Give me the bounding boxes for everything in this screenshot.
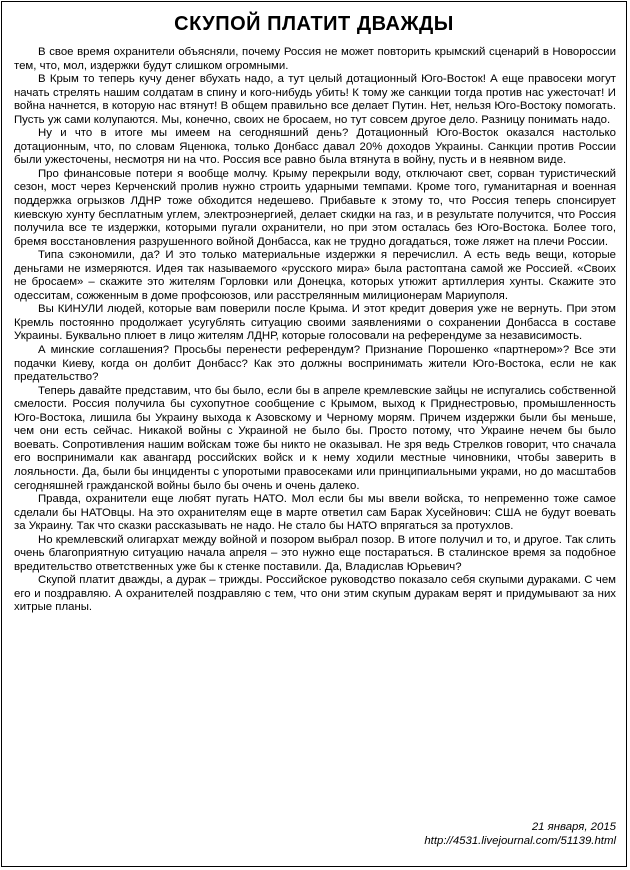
article-title: СКУПОЙ ПЛАТИТ ДВАЖДЫ (174, 13, 454, 35)
article-paragraph: Скупой платит дважды, а дурак – трижды. Российское руководство показало себя скупыми дураками. С чем его и поздравляю. А охранителей поздравляю с тем, что они этим скупым дуракам верят и придумывают за них хитрые планы. (14, 574, 616, 614)
article-paragraph: В Крым то теперь кучу денег вбухать надо, а тут целый дотационный Юго-Восток! А еще правосеки могут начать стрелять нашим солдатам в спину и кого-нибудь убить! К тому же санкции тогда против нас ужесточат! И война начнется, в которую нас втянут! В общем правильно все делает Путин. Нет, нельзя Юго-Востоку помогать. Пусть уж сами колупаются. Мы, конечно, своих не бросаем, но тут совсем другое дело. Разницу понимать надо. (14, 73, 616, 126)
article-footer (424, 820, 616, 848)
article-paragraph: В свое время охранители объясняли, почему Россия не может повторить крымский сценарий в Новороссии тем, что, мол, издержки будут слишком огромными. (14, 46, 616, 72)
document-page (1, 1, 627, 867)
article-paragraph: Ну и что в итоге мы имеем на сегодняшний день? Дотационный Юго-Восток оказался настолько дотационным, что, по словам Яценюка, только Донбасс давал 20% доходов Украины. Санкции против России были ужесточены, несмотря ни на что. Россия все равно была втянута в войну, пусть и в неявном виде. (14, 127, 616, 167)
article-paragraph: Вы КИНУЛИ людей, которые вам поверили после Крыма. И этот кредит доверия уже не вернуть. При этом Кремль постоянно продолжает усугублять ситуацию своими заявлениями о сохранении Донбасса в составе Украины. Буквально плюет в лицо жителям ЛДНР, которые голосовали на референдуме за независимость. (14, 303, 616, 343)
article-paragraph: Правда, охранители еще любят пугать НАТО. Мол если бы мы ввели войска, то непременно тоже самое сделали бы НАТОвцы. На это охранителям еще в марте ответил сам Барак Хусейнович: США не будут воевать за Украину. Так что сказки рассказывать не надо. Не стало бы НАТО впрягаться за протухлов. (14, 493, 616, 533)
article-paragraph: Типа сэкономили, да? И это только материальные издержки я перечислил. А есть ведь вещи, которые деньгами не измеряются. Идея так называемого «русского мира» была растоптана самой же Россией. «Своих не бросаем» – скажите это жителям Горловки или Донецка, которых утюжит артиллерия хунты. Скажите это одесситам, сожженным в доме профсоюзов, или расстрелянным милиционерам Мариуполя. (14, 249, 616, 302)
article-paragraph: А минские соглашения? Просьбы перенести референдум? Признание Порошенко «партнером»? Все эти подачки Киеву, когда он долбит Донбасс? Как это должны воспринимать жители Юго-Востока, если не как предательство? (14, 344, 616, 384)
source-url[interactable]: http://4531.livejournal.com/51139.html (424, 835, 616, 847)
publication-date: 21 января, 2015 (531, 821, 616, 833)
article-body (14, 46, 616, 615)
article-paragraph: Про финансовые потери я вообще молчу. Крыму перекрыли воду, отключают свет, сорван туристический сезон, мост через Керченский пролив нужно строить ударными темпами. Кроме того, гуманитарная и военная поддержка огрызков ЛДНР тоже обходится недешево. Прибавьте к этому то, что Россия теперь спонсирует киевскую хунту бесплатным углем, электроэнергией, делает скидки на газ, и в результате получится, что Россия получила все те издержки, которыми пугали охранители, но при этом осталась без Юго-Востока. Более того, бремя восстановления разрушенного войной Донбасса, как не трудно догадаться, тоже ляжет на плечи России. (14, 167, 616, 248)
article-paragraph: Теперь давайте представим, что бы было, если бы в апреле кремлевские зайцы не испугались собственной смелости. Россия получила бы сухопутное сообщение с Крымом, выход к Приднестровью, промышленность Юго-Востока, лишила бы Украину выхода к Азовскому и Черному морям. Причем издержки были бы меньше, чем они есть сейчас. Никакой войны с Украиной не было бы. Просто потому, что Украине нечем бы было воевать. Сопротивления нашим войскам тоже бы никто не оказывал. Не зря ведь Стрелков говорит, что сначала его воспринимали как авангард российских войск и к нему ходили местные чиновники, чтобы заверить в лояльности. Да, были бы инциденты с упоротыми правосеками или принципиальными украми, но до масштабов сегодняшней гражданской войны было бы очень и очень далеко. (14, 384, 616, 492)
article-paragraph: Но кремлевский олигархат между войной и позором выбрал позор. В итоге получил и то, и другое. Так слить очень благоприятную ситуацию начала апреля – это нужно еще постараться. В сталинское время за подобное вредительство ответственных уже бы к стенке поставили. Да, Владислав Юрьевич? (14, 533, 616, 573)
